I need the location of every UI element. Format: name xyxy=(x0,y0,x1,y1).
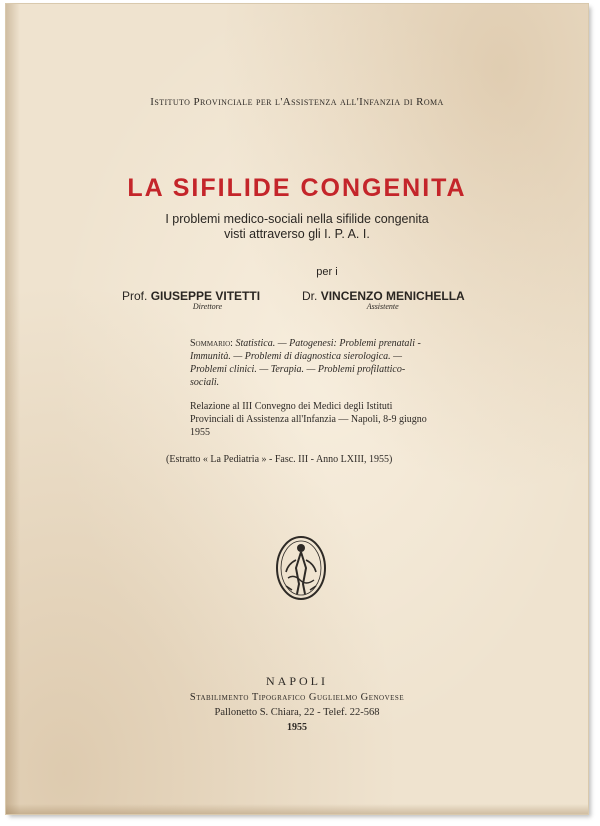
per-label: per i xyxy=(316,266,338,278)
publisher-address: Pallonetto S. Chiara, 22 - Telef. 22-568 xyxy=(214,707,380,718)
subtitle-line-2: visti attraverso gli I. P. A. I. xyxy=(224,227,370,241)
publication-year: 1955 xyxy=(287,722,307,733)
institute-header: Istituto Provinciale per l'Assistenza all'Infanzia di Roma xyxy=(150,96,444,108)
author-prefix: Dr. xyxy=(302,289,318,303)
author-name: VINCENZO MENICHELLA xyxy=(320,289,465,303)
summary-block xyxy=(190,337,430,389)
summary-label: Sommario: xyxy=(190,338,233,349)
author-name: GIUSEPPE VITETTI xyxy=(150,289,261,303)
printer-emblem-icon xyxy=(274,534,328,602)
author-prefix: Prof. xyxy=(122,289,148,303)
author-role: Direttore xyxy=(192,302,223,311)
author-menichella xyxy=(302,289,465,311)
subtitle-line-1: I problemi medico-sociali nella sifilide congenita xyxy=(165,212,429,226)
publisher-city: NAPOLI xyxy=(266,674,328,688)
summary-items: Statistica. — Patogenesi: Problemi prenatali - Immunità. — Problemi di diagnostica sierologica. — Problemi clinici. — Terapia. — Problemi profilattico-sociali. xyxy=(190,338,421,388)
book-title: LA SIFILIDE CONGENITA xyxy=(127,174,467,202)
cover-bottom-edge xyxy=(6,804,588,814)
relation-note: Relazione al III Convegno dei Medici degli Istituti Provinciali di Assistenza all'Infanzia — Napoli, 8-9 giugno 1955 xyxy=(190,401,427,438)
extract-note: (Estratto « La Pediatria » - Fasc. III - Anno LXIII, 1955) xyxy=(166,454,393,465)
book-subtitle xyxy=(6,212,588,242)
publisher-printer: Stabilimento Tipografico Guglielmo Genovese xyxy=(189,692,405,703)
author-vitetti xyxy=(122,289,260,311)
author-role: Assistente xyxy=(366,302,399,311)
book-cover xyxy=(6,4,588,814)
